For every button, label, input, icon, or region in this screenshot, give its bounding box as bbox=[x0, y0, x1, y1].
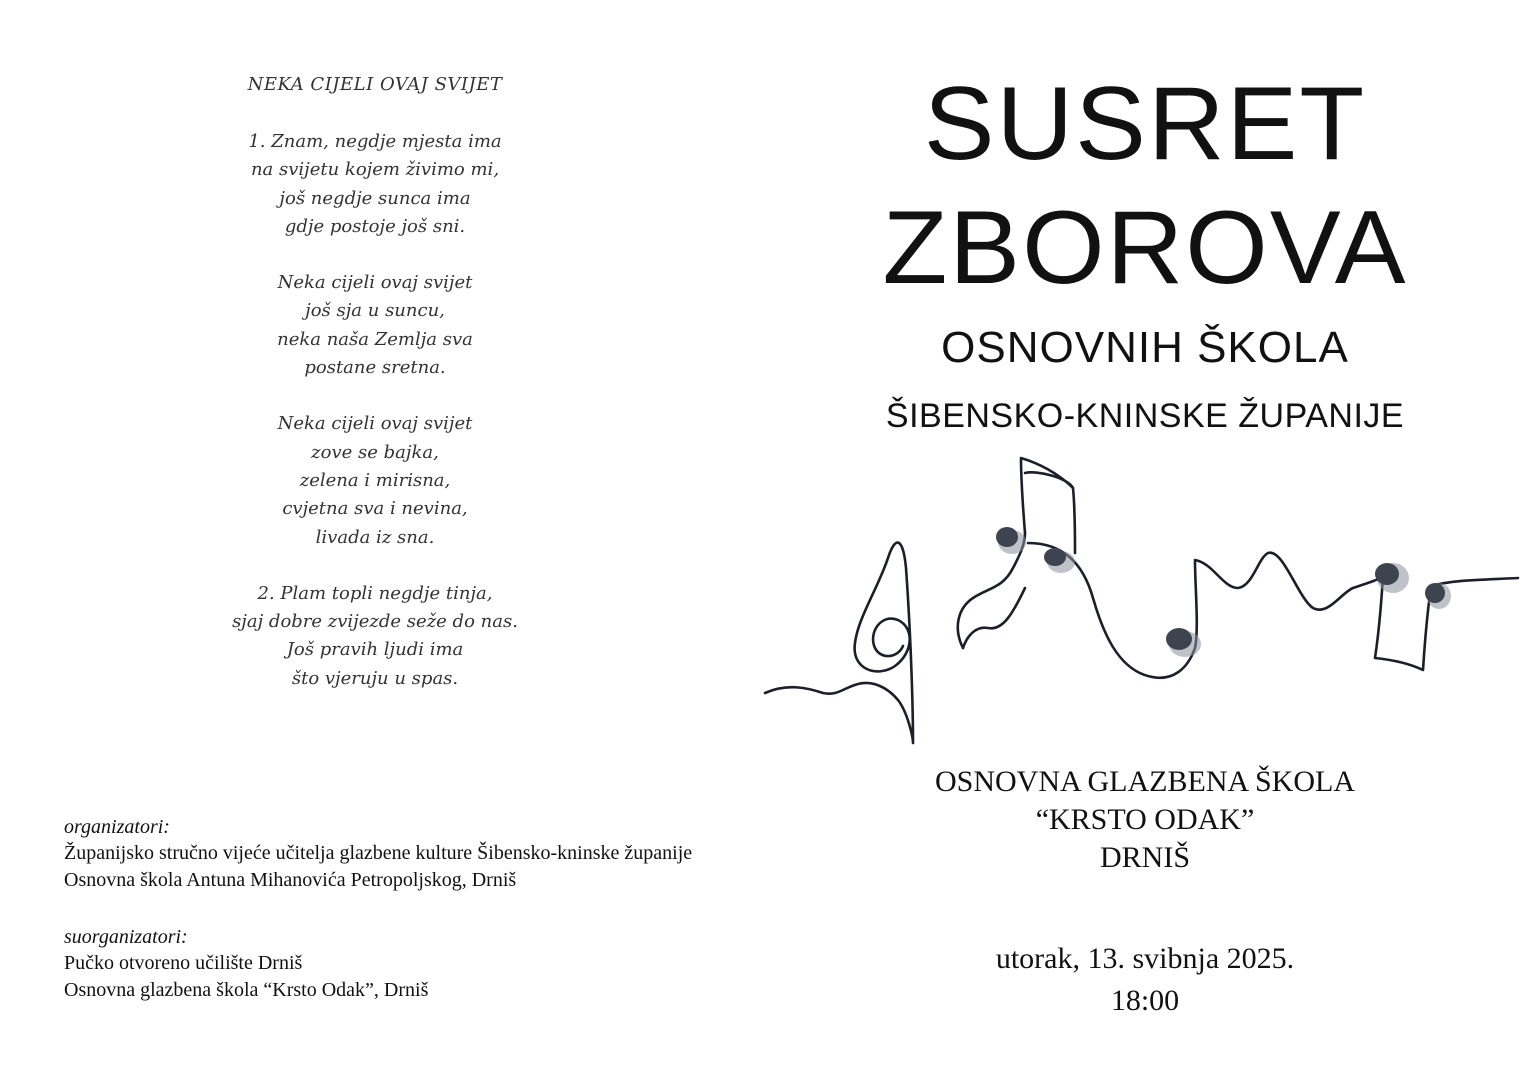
lyric-line: Neka cijeli ovaj svijet bbox=[277, 272, 473, 294]
lyric-line: 1. Znam, negdje mjesta ima bbox=[248, 131, 502, 152]
title-line-susret: SUSRET bbox=[923, 66, 1367, 182]
lyric-line: zove se bajka, bbox=[311, 441, 439, 463]
venue-school: OSNOVNA GLAZBENA ŠKOLA bbox=[934, 765, 1355, 798]
music-notes-illustration bbox=[763, 448, 1527, 748]
organizers-section bbox=[64, 814, 754, 1004]
co-organizers-heading: suorganizatori: bbox=[64, 926, 188, 948]
lyric-line: još negdje sunca ima bbox=[279, 187, 471, 209]
lyric-line: 2. Plam topli negdje tinja, bbox=[257, 582, 493, 604]
lyric-line: neka naša Zemlja sva bbox=[277, 328, 473, 350]
title-line-county: ŠIBENSKO-KNINSKE ŽUPANIJE bbox=[885, 397, 1405, 435]
stanza bbox=[175, 269, 575, 382]
venue-name: “KRSTO ODAK” bbox=[1035, 803, 1255, 836]
organizer-item: Županijsko stručno vijeće učitelja glazbene kulture Šibensko-kninske županije bbox=[64, 842, 693, 864]
lyric-line: na svijetu kojem živimo mi, bbox=[250, 159, 500, 181]
title-line-schools: OSNOVNIH ŠKOLA bbox=[941, 323, 1349, 372]
right-page bbox=[763, 0, 1527, 1080]
lyric-line: Još pravih ljudi ima bbox=[286, 639, 464, 661]
co-organizer-item: Osnovna glazbena škola “Krsto Odak”, Drniš bbox=[64, 979, 429, 1001]
organizer-item: Osnovna škola Antuna Mihanovića Petropoljskog, Drniš bbox=[64, 869, 517, 891]
lyric-line: sjaj dobre zvijezde seže do nas. bbox=[232, 611, 518, 633]
lyric-line: Neka cijeli ovaj svijet bbox=[277, 413, 473, 435]
stanza bbox=[175, 410, 575, 551]
lyric-line: što vjeruju u spas. bbox=[291, 667, 459, 689]
lyric-line: zelena i mirisna, bbox=[299, 469, 451, 491]
event-title bbox=[763, 62, 1527, 440]
venue-town: DRNIŠ bbox=[1099, 841, 1190, 874]
lyric-line: još sja u suncu, bbox=[305, 300, 445, 322]
lyric-line: postane sretna. bbox=[304, 357, 446, 379]
organizers-heading: organizatori: bbox=[64, 816, 170, 838]
event-datetime bbox=[763, 938, 1527, 1022]
event-date: utorak, 13. svibnja 2025. bbox=[995, 942, 1295, 975]
left-page bbox=[0, 0, 763, 1080]
venue-block bbox=[763, 763, 1527, 877]
lyric-line: cvjetna sva i nevina, bbox=[282, 498, 468, 520]
co-organizer-item: Pučko otvoreno učilište Drniš bbox=[64, 952, 303, 974]
song-lyrics bbox=[175, 72, 575, 721]
event-time: 18:00 bbox=[1110, 984, 1180, 1017]
stanza bbox=[175, 128, 575, 241]
stanza bbox=[175, 580, 575, 693]
melody-line-icon bbox=[765, 543, 913, 743]
song-title: NEKA CIJELI OVAJ SVIJET bbox=[247, 74, 503, 95]
title-line-zborova: ZBOROVA bbox=[882, 190, 1408, 306]
lyric-line: livada iz sna. bbox=[315, 526, 435, 548]
lyric-line: gdje postoje još sni. bbox=[284, 215, 466, 237]
